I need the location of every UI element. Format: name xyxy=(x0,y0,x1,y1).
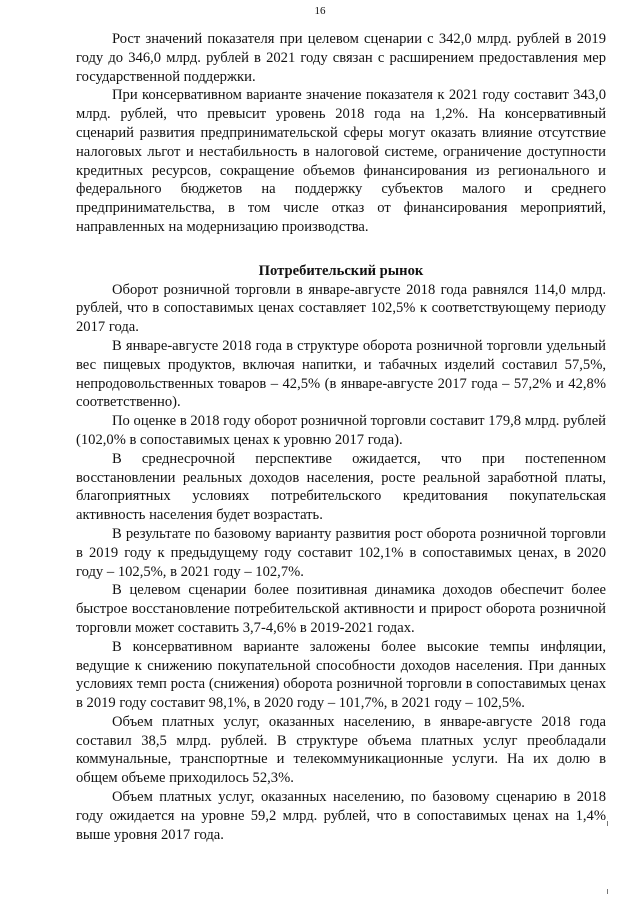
paragraph: При консервативном варианте значение показателя к 2021 году составит 343,0 млрд. рублей, что превысит уровень 2018 года на 1,2%. На консервативный сценарий развития предпринимательской сферы могут оказать влияние отсутствие налоговых льгот и нестабильность в налоговой системе, ограничение доступности кредитных ресурсов, сокращение объемов финансирования из регионального и федерального бюджетов на поддержку субъектов малого и среднего предпринимательства, в том числе отказ от финансирования мероприятий, направленных на модернизацию производства. xyxy=(76,87,606,235)
section-heading: Потребительский рынок xyxy=(258,262,424,279)
page-number: 16 xyxy=(314,5,326,17)
paragraph: В январе-августе 2018 года в структуре оборота розничной торговли удельный вес пищевых продуктов, включая напитки, и табачных изделий составил 57,5%, непродовольственных товаров – 42,5% (в январе-августе 2017 года – 57,2% и 42,8% соответственно). xyxy=(76,337,606,411)
paragraph: По оценке в 2018 году оборот розничной торговли составит 179,8 млрд. рублей (102,0% в сопоставимых ценах к уровню 2017 года). xyxy=(76,413,606,448)
paragraph: Объем платных услуг, оказанных населению, по базовому сценарию в 2018 году ожидается на уровне 59,2 млрд. рублей, что в сопоставимых ценах на 1,4% выше уровня 2017 года. xyxy=(76,789,606,843)
paragraph: Оборот розничной торговли в январе-августе 2018 года равнялся 114,0 млрд. рублей, что в сопоставимых ценах составляет 102,5% к соответствующему периоду 2017 года. xyxy=(76,281,606,336)
paragraph: В целевом сценарии более позитивная динамика доходов обеспечит более быстрое восстановление потребительской активности и прирост оборота розничной торговли может составить 3,7-4,6% в 2019-2021 годах. xyxy=(76,582,606,636)
paragraph: Рост значений показателя при целевом сценарии с 342,0 млрд. рублей в 2019 году до 346,0 млрд. рублей в 2021 году связан с расширением предоставления мер государственной поддержки. xyxy=(76,31,606,85)
paragraph: Объем платных услуг, оказанных населению, в январе-августе 2018 года составил 38,5 млрд. рублей. В структуре объема платных услуг преобладали коммунальные, транспортные и телекоммуникационные услуги. На их долю в общем объеме приходилось 52,3%. xyxy=(76,713,606,787)
document-body xyxy=(76,30,606,844)
paragraph: В консервативном варианте заложены более высокие темпы инфляции, ведущие к снижению покупательной способности доходов населения. При данных условиях темп роста (снижения) оборота розничной торговли в сопоставимых ценах в 2019 году составит 98,1%, в 2020 году – 101,7%, в 2021 году – 102,5%. xyxy=(76,638,606,712)
paragraph: В результате по базовому варианту развития рост оборота розничной торговли в 2019 году к предыдущему году составит 102,1% в сопоставимых ценах, в 2020 году – 102,5%, в 2021 году – 102,7%. xyxy=(76,525,606,580)
scan-artifact xyxy=(607,889,608,894)
paragraph: В среднесрочной перспективе ожидается, что при постепенном восстановлении реальных доходов населения, росте реальной заработной платы, благоприятных условиях потребительского кредитования покупательская активность населения будет возрастать. xyxy=(76,450,606,524)
scan-artifact xyxy=(607,821,608,826)
